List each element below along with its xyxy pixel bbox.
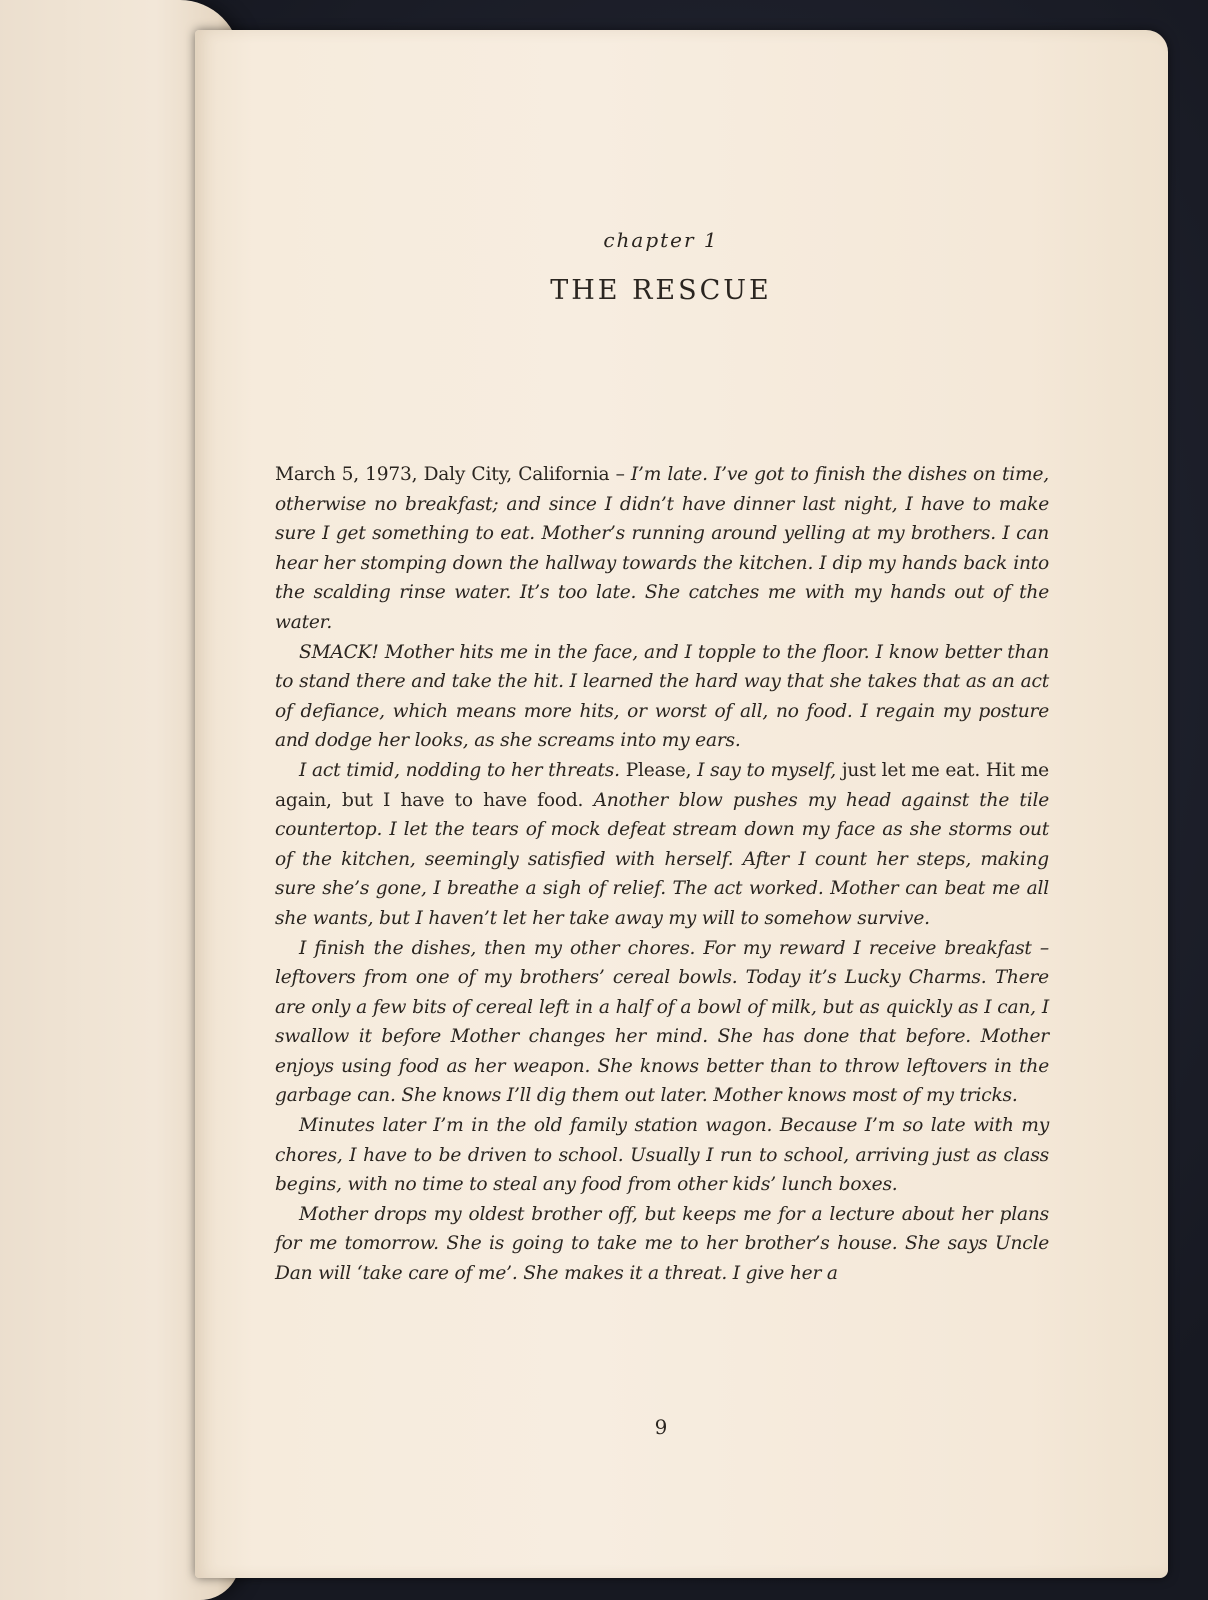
body-text <box>275 460 1049 1289</box>
chapter-title: THE RESCUE <box>550 275 772 306</box>
text-run: I act timid, nodding to her threats. <box>299 759 626 781</box>
text-run: I finish the dishes, then my other chores. For my reward I receive breakfast – leftovers from one of my brothers’ cereal bowls. Today it’s Lucky Charms. There are only a few bits of cereal left in a half of a bowl of milk, but as quickly as I can, I swallow it before Mother changes her mind. She has done that before. Mother enjoys using food as her weapon. She knows better than to throw leftovers in the garbage can. She knows I’ll dig them out later. Mother knows most of my tricks. <box>275 937 1049 1107</box>
text-run: Mother drops my oldest brother off, but keeps me for a lecture about her plans for me tomorrow. She is going to take me to her brother’s house. She says Uncle Dan will ‘take care of me’. She makes it a threat. I give her a <box>275 1203 1049 1285</box>
text-run: Another blow pushes my head against the tile countertop. I let the tears of mock defeat stream down my face as she storms out of the kitchen, seemingly satisfied with herself. After I count her steps, making sure she’s gone, I breathe a sigh of relief. The act worked. Mother can beat me all she wants, but I haven’t let her take away my will to somehow survive. <box>275 789 1049 929</box>
paragraph <box>275 934 1049 1112</box>
paragraph <box>275 1200 1049 1289</box>
text-run: Please, <box>625 759 698 781</box>
page-content <box>259 30 1063 1578</box>
chapter-label: chapter 1 <box>603 228 719 252</box>
page-number: 9 <box>654 1415 668 1439</box>
paragraph <box>275 756 1049 934</box>
paragraph <box>275 638 1049 756</box>
book-page <box>195 30 1168 1578</box>
text-run: March 5, 1973, Daly City, California – <box>275 464 631 485</box>
text-run: SMACK! Mother hits me in the face, and I topple to the floor. I know better than to stand there and take the hit. I learned the hard way that she takes that as an act of defiance, which means more hits, or worst of all, no food. I regain my posture and dodge her looks, as she screams into my ears. <box>275 641 1049 752</box>
text-run: just let me eat. Hit me again, but I have to have food. <box>275 759 1049 811</box>
paragraph <box>275 1111 1049 1200</box>
text-run: I’m late. I’ve got to finish the dishes on time, otherwise no breakfast; and since I didn’t have dinner last night, I have to make sure I get something to eat. Mother’s running around yelling at my brothers. I can hear her stomping down the hallway towards the kitchen. I dip my hands back into the scalding rinse water. It’s too late. She catches me with my hands out of the water. <box>275 464 1049 633</box>
text-run: I say to myself, <box>697 759 842 781</box>
text-run: Minutes later I’m in the old family station wagon. Because I’m so late with my chores, I have to be driven to school. Usually I run to school, arriving just as class begins, with no time to steal any food from other kids’ lunch boxes. <box>275 1115 1049 1196</box>
paragraph <box>275 460 1049 638</box>
